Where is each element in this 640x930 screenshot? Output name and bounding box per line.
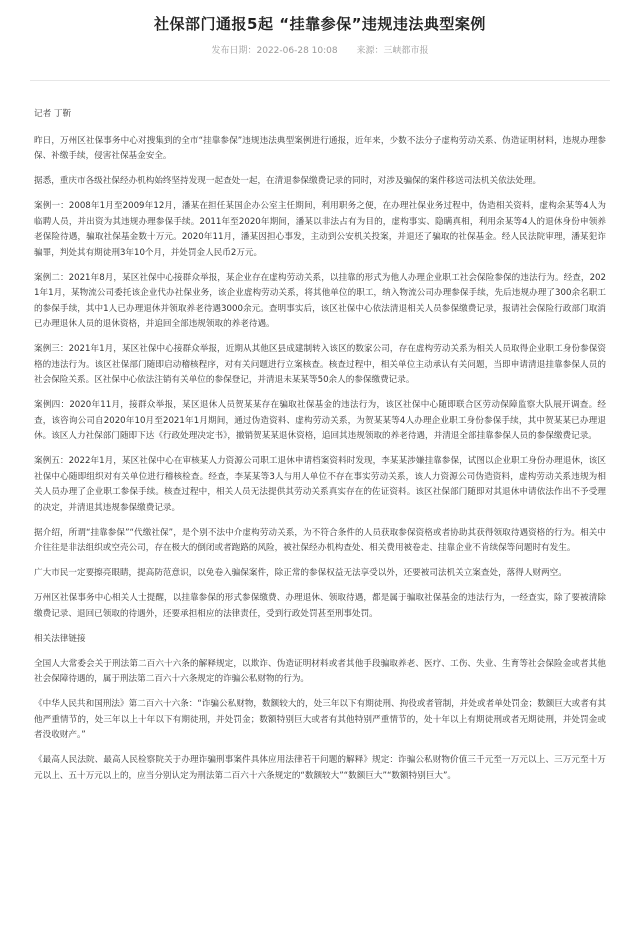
paragraph-definition: 据介绍，所谓“挂靠参保”“代缴社保”，是个别不法中介虚构劳动关系，为不符合条件的人员获取参保资格或者协助其获得领取待遇资格的行为。相关中介往往是非法组织或空壳公司，存在极大的倒闭或者跑路的风险，被社保经办机构查处、相关费用被卷走、挂靠企业不肯续保等问题时有发生。 — [34, 527, 606, 553]
paragraph-background: 据悉，重庆市各级社保经办机构始终坚持发现一起查处一起，在清退参保缴费记录的同时，对涉及骗保的案件移送司法机关依法处理。 — [34, 176, 542, 186]
paragraph-case-2: 案例二：2021年8月，某区社保中心接群众举报，某企业存在虚构劳动关系，以挂靠的形式为他人办理企业职工社会保险参保的违法行为。经查，2021年1月，某物流公司委托该企业代办社保业务，该企业虚构劳动关系，将其他单位的职工，纳入物流公司办理参保手续，先后违规办理了300余名职工的参保手续，其中1人已办理退休并领取养老待遇3000余元。查明事实后，该区社保中心依法清退相关人员参保缴费记录，报请社会保险行政部门取消已办理退休人员的退休资格，并追回全部违规领取的养老待遇。 — [34, 272, 606, 329]
paragraph-case-1: 案例一：2008年1月至2009年12月，潘某在担任某国企办公室主任期间，利用职务之便，在办理社保业务过程中，伪造相关资料，虚构余某等4人为临聘人员，并出资为其违规办理参保手续。2011年至2020年期间，潘某以非法占有为目的，虚构事实、隐瞒真相，利用余某等4人的退休身份申领养老保险待遇，骗取社保基金数十万元。2020年11月，潘某因担心事发，主动到公安机关投案，并退还了骗取的社保基金。经人民法院审理，潘某犯诈骗罪，判处其有期徒刑3年10个月，并处罚金人民币2万元。 — [34, 201, 606, 258]
article-source: 来源：三峡都市报 — [356, 46, 429, 56]
paragraph-reminder: 万州区社保事务中心相关人士提醒，以挂靠参保的形式参保缴费、办理退休、领取待遇，都是属于骗取社保基金的违法行为，一经查实，除了要被清除缴费记录、退回已领取的待遇外，还要承担相应的法律责任，受到行政处罚甚至刑事处罚。 — [34, 593, 606, 619]
header-divider — [30, 80, 610, 81]
reporter-byline: 记者 丁靳 — [34, 109, 72, 119]
paragraph-criminal-law-article: 《中华人民共和国刑法》第二百六十六条：“诈骗公私财物，数额较大的，处三年以下有期徒刑、拘役或者管制，并处或者单处罚金；数额巨大或者有其他严重情节的，处三年以上十年以下有期徒刑，并处罚金；数额特别巨大或者有其他特别严重情节的，处十年以上有期徒刑或者无期徒刑，并处罚金或者没收财产。” — [34, 699, 606, 740]
paragraph-case-3: 案例三：2021年1月，某区社保中心接群众举报，近期从其他区县成建制转入该区的数家公司，存在虚构劳动关系为相关人员取得企业职工身份参保资格的违法行为。该区社保部门随即启动稽核程序，对有关问题进行立案核查。核查过程中，相关单位主动承认有关问题，当即申请清退挂靠参保人员的社会保险关系。区社保中心依法注销有关单位的参保登记，并清退未某某等50余人的参保缴费记录。 — [34, 344, 606, 385]
article-meta — [22, 44, 618, 58]
paragraph-case-5: 案例五：2022年1月，某区社保中心在审核某人力资源公司职工退休申请档案资料时发现，李某某涉嫌挂靠参保，试图以企业职工身份办理退休，该区社保中心随即组织对有关单位进行稽核检查。经查，李某某等3人与用人单位不存在事实劳动关系，该人力资源公司伪造资料，虚构劳动关系违规为相关人员办理了企业职工参保手续。核查过程中，相关人员无法提供其劳动关系真实存在的佐证资料。该区社保部门随即对其退休申请依法作出不予受理的决定，并清退其违规参保缴费记录。 — [34, 456, 606, 513]
paragraph-warning: 广大市民一定要擦亮眼睛，提高防范意识，以免卷入骗保案件，除正常的参保权益无法享受以外，还要被司法机关立案查处，落得人财两空。 — [34, 568, 567, 578]
paragraph-intro: 昨日，万州区社保事务中心对搜集到的全市“挂靠参保”违规违法典型案例进行通报，近年来，少数不法分子虚构劳动关系、伪造证明材料，违规办理参保、补缴手续，侵害社保基金安全。 — [34, 135, 606, 161]
article-body — [22, 107, 618, 784]
publish-date: 发布日期：2022-06-28 10:08 — [211, 46, 338, 56]
paragraph-case-4: 案例四：2020年11月，接群众举报，某区退休人员贺某某存在骗取社保基金的违法行为，该区社保中心随即联合区劳动保障监察大队展开调查。经查，该咨询公司自2020年10月至2021年1月期间，通过伪造资料、虚构劳动关系，为贺某某等4人办理企业职工身份参保手续，其中贺某某已办理退休。该区人力社保部门随即下达《行政处理决定书》，撤销贺某某退休资格，追回其违规领取的养老待遇，并清退全部挂靠参保人员的参保缴费记录。 — [34, 400, 606, 441]
article-title: 社保部门通报5起 “挂靠参保”违规违法典型案例 — [154, 15, 486, 33]
paragraph-judicial-interpretation: 《最高人民法院、最高人民检察院关于办理诈骗刑事案件具体应用法律若干问题的解释》规定：诈骗公私财物价值三千元至一万元以上、三万元至十万元以上、五十万元以上的，应当分别认定为刑法第二百六十六条规定的“数额较大”“数额巨大”“数额特别巨大”。 — [34, 755, 606, 781]
paragraph-legal-interpretation: 全国人大常委会关于刑法第二百六十六条的解释规定，以欺诈、伪造证明材料或者其他手段骗取养老、医疗、工伤、失业、生育等社会保险金或者其他社会保障待遇的，属于刑法第二百六十六条规定的诈骗公私财物的行为。 — [34, 658, 606, 684]
legal-section-heading: 相关法律链接 — [34, 633, 86, 644]
